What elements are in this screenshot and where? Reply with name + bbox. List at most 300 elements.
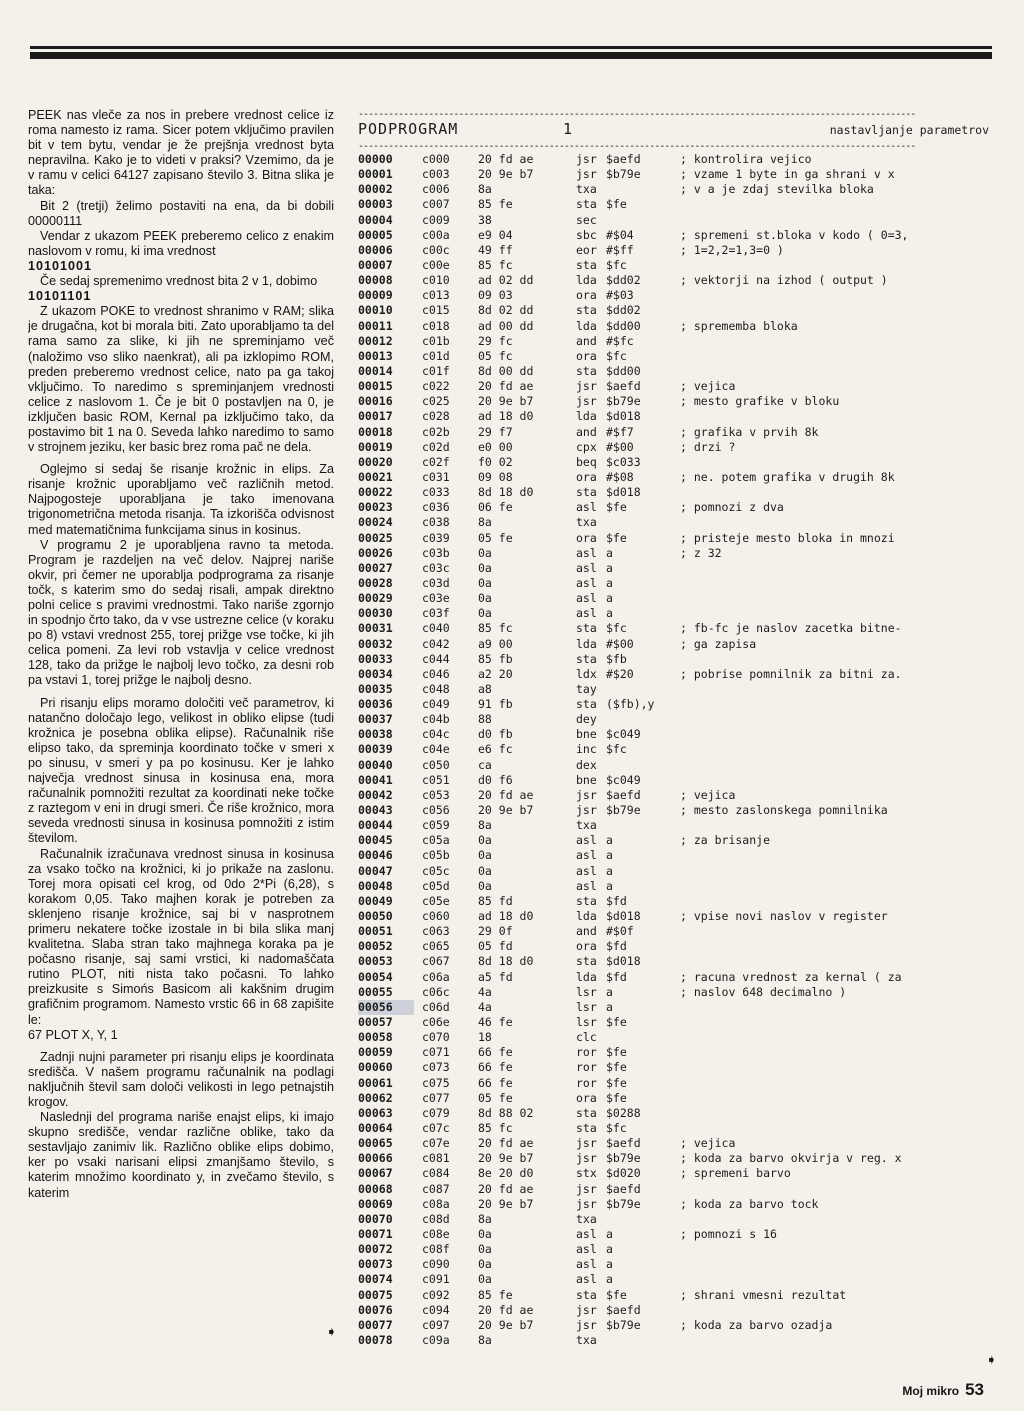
line-number: 00011 bbox=[358, 318, 393, 333]
address: c067 bbox=[422, 954, 450, 969]
hex-bytes: 0a bbox=[478, 848, 492, 863]
operand: $b79e bbox=[606, 394, 641, 409]
hex-bytes: 09 03 bbox=[478, 288, 513, 303]
address: c00e bbox=[422, 257, 450, 272]
hex-bytes: 20 9e b7 bbox=[478, 803, 534, 818]
listing-line bbox=[358, 515, 993, 530]
listing-line bbox=[358, 561, 993, 576]
hex-bytes: f0 02 bbox=[478, 454, 513, 469]
address: c06a bbox=[422, 969, 450, 984]
operand: $dd02 bbox=[606, 273, 641, 288]
hex-bytes: ad 18 d0 bbox=[478, 909, 534, 924]
mnemonic: lda bbox=[576, 409, 597, 424]
operand: a bbox=[606, 545, 613, 560]
hex-bytes: 20 9e b7 bbox=[478, 1196, 534, 1211]
mnemonic: asl bbox=[576, 863, 597, 878]
mnemonic: txa bbox=[576, 818, 597, 833]
hex-bytes: 05 fe bbox=[478, 530, 513, 545]
mnemonic: asl bbox=[576, 1242, 597, 1257]
line-number: 00062 bbox=[358, 1090, 393, 1105]
hex-bytes: 0a bbox=[478, 1272, 492, 1287]
line-number: 00015 bbox=[358, 379, 393, 394]
line-number: 00016 bbox=[358, 394, 393, 409]
hex-bytes: 49 ff bbox=[478, 242, 513, 257]
hex-bytes: 0a bbox=[478, 833, 492, 848]
address: c059 bbox=[422, 818, 450, 833]
mnemonic: inc bbox=[576, 742, 597, 757]
hex-bytes: a2 20 bbox=[478, 666, 513, 681]
mnemonic: ror bbox=[576, 1075, 597, 1090]
address: c01f bbox=[422, 363, 450, 378]
address: c00a bbox=[422, 227, 450, 242]
binary-value: 10101001 bbox=[28, 258, 93, 273]
operand: a bbox=[606, 560, 613, 575]
operand: $aefd bbox=[606, 787, 641, 802]
listing-title: PODPROGRAM bbox=[358, 120, 459, 138]
operand: $fe bbox=[606, 530, 627, 545]
line-number: 00051 bbox=[358, 924, 393, 939]
operand: $dd00 bbox=[606, 363, 641, 378]
listing-line bbox=[358, 1333, 993, 1348]
operand: $d018 bbox=[606, 409, 641, 424]
address: c05d bbox=[422, 878, 450, 893]
address: c015 bbox=[422, 303, 450, 318]
line-number: 00017 bbox=[358, 409, 393, 424]
address: c013 bbox=[422, 288, 450, 303]
operand: $fe bbox=[606, 1045, 627, 1060]
mnemonic: dey bbox=[576, 712, 597, 727]
address: c08e bbox=[422, 1226, 450, 1241]
article-paragraph: Naslednji del programa nariše enajst elips, ki imajo skupno središče, vendar različne oblike, tako da sestavljajo zanimiv lik. Različno oblike elips dobimo, ker po vsaki narisani elipsi zmanjšamo število, s katerim množimo koordinato y, in zvečamo število, s katerim bbox=[28, 1110, 334, 1200]
listing-line bbox=[358, 500, 993, 515]
address: c091 bbox=[422, 1272, 450, 1287]
line-number: 00070 bbox=[358, 1211, 393, 1226]
listing-line bbox=[358, 258, 993, 273]
hex-bytes: 8a bbox=[478, 818, 492, 833]
mnemonic: and bbox=[576, 424, 597, 439]
listing-number: 1 bbox=[563, 120, 573, 138]
address: c097 bbox=[422, 1317, 450, 1332]
listing-line bbox=[358, 425, 993, 440]
comment: ; vektorji na izhod ( output ) bbox=[680, 273, 888, 288]
mnemonic: asl bbox=[576, 591, 597, 606]
listing-line bbox=[358, 1060, 993, 1075]
listing-line bbox=[358, 697, 993, 712]
operand: a bbox=[606, 591, 613, 606]
hex-bytes: 20 fd ae bbox=[478, 1181, 534, 1196]
address: c04e bbox=[422, 742, 450, 757]
mnemonic: sta bbox=[576, 651, 597, 666]
mnemonic: sta bbox=[576, 621, 597, 636]
operand: $fb bbox=[606, 651, 627, 666]
listing-line bbox=[358, 197, 993, 212]
hex-bytes: d0 fb bbox=[478, 727, 513, 742]
line-number: 00030 bbox=[358, 606, 393, 621]
comment: ; pomnozi z dva bbox=[680, 500, 784, 515]
listing-line bbox=[358, 1182, 993, 1197]
hex-bytes: 0a bbox=[478, 863, 492, 878]
mnemonic: txa bbox=[576, 515, 597, 530]
line-number: 00064 bbox=[358, 1121, 393, 1135]
hex-bytes: 8d 02 dd bbox=[478, 303, 534, 318]
hex-bytes: 29 0f bbox=[478, 924, 513, 939]
comment: ; ne. potem grafika v drugih 8k bbox=[680, 469, 895, 484]
hex-bytes: 20 fd ae bbox=[478, 152, 534, 166]
mnemonic: jsr bbox=[576, 152, 597, 166]
operand: $fe bbox=[606, 500, 627, 515]
hex-bytes: 8a bbox=[478, 1211, 492, 1226]
mnemonic: sbc bbox=[576, 227, 597, 242]
address: c08a bbox=[422, 1196, 450, 1211]
hex-bytes: a9 00 bbox=[478, 636, 513, 651]
listing-line bbox=[358, 394, 993, 409]
comment: ; shrani vmesni rezultat bbox=[680, 1287, 847, 1302]
address: c05c bbox=[422, 863, 450, 878]
line-number: 00076 bbox=[358, 1302, 393, 1317]
mnemonic: jsr bbox=[576, 1181, 597, 1196]
operand: $fe bbox=[606, 197, 627, 212]
line-number: 00043 bbox=[358, 803, 393, 818]
address: c040 bbox=[422, 621, 450, 636]
comment: ; racuna vrednost za kernal ( za bbox=[680, 969, 902, 984]
line-number: 00054 bbox=[358, 969, 393, 984]
hex-bytes: e6 fc bbox=[478, 742, 513, 757]
listing-line bbox=[358, 1076, 993, 1091]
listing-line bbox=[358, 637, 993, 652]
magazine-name: Moj mikro bbox=[902, 1384, 960, 1398]
listing-line bbox=[358, 334, 993, 349]
hex-bytes: 8d 88 02 bbox=[478, 1105, 534, 1120]
mnemonic: lsr bbox=[576, 999, 597, 1014]
listing-line bbox=[358, 803, 993, 818]
mnemonic: sta bbox=[576, 954, 597, 969]
listing-line bbox=[358, 1318, 993, 1333]
hex-bytes: e0 00 bbox=[478, 439, 513, 454]
hex-bytes: 0a bbox=[478, 575, 492, 590]
hex-bytes: 8a bbox=[478, 1332, 492, 1347]
listing-line bbox=[358, 924, 993, 939]
hex-bytes: 66 fe bbox=[478, 1045, 513, 1060]
operand: $fc bbox=[606, 348, 627, 363]
mnemonic: jsr bbox=[576, 1317, 597, 1332]
page-footer bbox=[902, 1380, 984, 1400]
listing-line bbox=[358, 379, 993, 394]
listing-line bbox=[358, 773, 993, 788]
address: c02f bbox=[422, 454, 450, 469]
continue-arrow-icon: ➧ bbox=[986, 1352, 997, 1367]
address: c006 bbox=[422, 182, 450, 197]
address: c028 bbox=[422, 409, 450, 424]
line-number: 00038 bbox=[358, 727, 393, 742]
address: c01b bbox=[422, 333, 450, 348]
address: c000 bbox=[422, 152, 450, 166]
comment: ; sprememba bloka bbox=[680, 318, 798, 333]
hex-bytes: 0a bbox=[478, 606, 492, 621]
address: c084 bbox=[422, 1166, 450, 1181]
listing-line bbox=[358, 712, 993, 727]
operand: a bbox=[606, 999, 613, 1014]
line-number: 00071 bbox=[358, 1226, 393, 1241]
comment: ; vpise novi naslov v register bbox=[680, 909, 888, 924]
listing-line bbox=[358, 1136, 993, 1151]
comment: ; vejica bbox=[680, 379, 736, 394]
mnemonic: txa bbox=[576, 182, 597, 197]
line-number: 00065 bbox=[358, 1136, 393, 1151]
hex-bytes: 29 fc bbox=[478, 333, 513, 348]
mnemonic: asl bbox=[576, 606, 597, 621]
top-rule-thin bbox=[30, 46, 992, 49]
article-paragraph: Bit 2 (tretji) želimo postaviti na ena, da bi dobili 00000111 bbox=[28, 198, 334, 228]
listing-line bbox=[358, 1257, 993, 1272]
line-number: 00029 bbox=[358, 591, 393, 606]
line-number: 00072 bbox=[358, 1242, 393, 1257]
line-number: 00006 bbox=[358, 242, 393, 257]
mnemonic: sta bbox=[576, 1105, 597, 1120]
line-number: 00049 bbox=[358, 893, 393, 908]
line-number: 00028 bbox=[358, 575, 393, 590]
address: c01d bbox=[422, 348, 450, 363]
hex-bytes: 0a bbox=[478, 1257, 492, 1272]
line-number: 00060 bbox=[358, 1060, 393, 1075]
hex-bytes: 8a bbox=[478, 182, 492, 197]
mnemonic: asl bbox=[576, 848, 597, 863]
operand: #$04 bbox=[606, 227, 634, 242]
hex-bytes: 20 9e b7 bbox=[478, 167, 534, 182]
line-number: 00010 bbox=[358, 303, 393, 318]
listing-line bbox=[358, 485, 993, 500]
mnemonic: stx bbox=[576, 1166, 597, 1181]
comment: ; v a je zdaj stevilka bloka bbox=[680, 182, 874, 197]
listing-header-dashes: --------------------------------------------------------------------------------------------------------------- bbox=[358, 142, 916, 152]
line-number: 00077 bbox=[358, 1317, 393, 1332]
mnemonic: jsr bbox=[576, 1196, 597, 1211]
mnemonic: dex bbox=[576, 757, 597, 772]
address: c070 bbox=[422, 1030, 450, 1045]
mnemonic: ora bbox=[576, 348, 597, 363]
operand: $fe bbox=[606, 1060, 627, 1075]
operand: #$fc bbox=[606, 333, 634, 348]
address: c03b bbox=[422, 545, 450, 560]
article-paragraph: Zadnji nujni parameter pri risanju elips je koordinata središča. V našem programu računalnik na podlagi naključnih števil sam določi velikosti in lego petnajstih krogov. bbox=[28, 1049, 334, 1109]
address: c03f bbox=[422, 606, 450, 621]
address: c08f bbox=[422, 1242, 450, 1257]
address: c081 bbox=[422, 1151, 450, 1166]
line-number: 00059 bbox=[358, 1045, 393, 1060]
operand: $aefd bbox=[606, 1302, 641, 1317]
address: c03d bbox=[422, 575, 450, 590]
listing-line bbox=[358, 1045, 993, 1060]
mnemonic: asl bbox=[576, 1257, 597, 1272]
listing-line bbox=[358, 758, 993, 773]
comment: ; pobrise pomnilnik za bitni za. bbox=[680, 666, 902, 681]
address: c049 bbox=[422, 697, 450, 712]
listing-line bbox=[358, 531, 993, 546]
line-number: 00014 bbox=[358, 363, 393, 378]
hex-bytes: 0a bbox=[478, 560, 492, 575]
operand: a bbox=[606, 1257, 613, 1272]
address: c090 bbox=[422, 1257, 450, 1272]
listing-line bbox=[358, 288, 993, 303]
article-paragraph: Z ukazom POKE to vrednost shranimo v RAM; slika je drugačna, kot bi morala biti. Zato uporabljamo ta del rama samo za slike, ki jih ne spreminjamo več (naložimo vso sliko naenkrat), ali pa izklopimo ROM, preden preberemo vrednost celice, nato pa ga takoj vključimo. To naredimo s spreminjanjem vrednosti celice z naslovom 1. Če je bit 0 postavljen na 0, je izključen basic ROM, Kernal pa izključimo tako, da postavimo bit 1 na 0. Seveda lahko naredimo to samo v strojnem jeziku, ker basic brez roma pač ne dela. bbox=[28, 304, 334, 455]
listing-line bbox=[358, 909, 993, 924]
listing-line bbox=[358, 243, 993, 258]
mnemonic: clc bbox=[576, 1030, 597, 1045]
line-number: 00074 bbox=[358, 1272, 393, 1287]
operand: #$00 bbox=[606, 439, 634, 454]
article-paragraph: Računalnik izračunava vrednost sinusa in kosinusa za vsako točko na krožnici, ki jo prikaže na zaslonu. Torej mora opisati cel krog, od 0do 2*Pi (6,28), s korakom 0,05. Tako majhen korak je potreben za sklenjeno risanje krožnice, saj bi v nasprotnem primeru nekatere točke izostale in bi bila slika manj kvalitetna. Slaba stran tako majhnega koraka pa je počasno risanje, saj sami vrstici, ki nadomaščata rutino PLOT, niti nista tako počasni. To lahko preizkusite s Simońs Basicom ali kakšnim drugim grafičnim programom. Namesto vrstic 66 in 68 zapišite le: bbox=[28, 846, 334, 1027]
article-paragraph: PEEK nas vleče za nos in prebere vrednost celice iz roma namesto iz rama. Sicer potem vključimo pravilen bit v tem bytu, vendar je že prejšnja vrednost byta nepravilna. Kako je to videti v praksi? Vzemimo, da je v ramu v celici 64127 zapisano število 3. Bitna slika je taka: bbox=[28, 108, 334, 198]
line-number: 00013 bbox=[358, 348, 393, 363]
mnemonic: asl bbox=[576, 1272, 597, 1287]
line-number: 00025 bbox=[358, 530, 393, 545]
listing-line bbox=[358, 319, 993, 334]
address: c08d bbox=[422, 1211, 450, 1226]
hex-bytes: 0a bbox=[478, 1226, 492, 1241]
operand: a bbox=[606, 1242, 613, 1257]
listing-line bbox=[358, 440, 993, 455]
listing-line bbox=[358, 167, 993, 182]
address: c071 bbox=[422, 1045, 450, 1060]
listing-line bbox=[358, 409, 993, 424]
line-number: 00008 bbox=[358, 273, 393, 288]
listing-line bbox=[358, 818, 993, 833]
address: c02d bbox=[422, 439, 450, 454]
comment: ; vejica bbox=[680, 1136, 736, 1151]
listing-line bbox=[358, 939, 993, 954]
mnemonic: lsr bbox=[576, 1015, 597, 1030]
operand: $fe bbox=[606, 1287, 627, 1302]
comment: ; za brisanje bbox=[680, 833, 771, 848]
line-number: 00069 bbox=[358, 1196, 393, 1211]
hex-bytes: a5 fd bbox=[478, 969, 513, 984]
hex-bytes: d0 f6 bbox=[478, 772, 513, 787]
line-number: 00027 bbox=[358, 560, 393, 575]
address: c075 bbox=[422, 1075, 450, 1090]
listing-line bbox=[358, 727, 993, 742]
operand: $fd bbox=[606, 939, 627, 954]
comment: ; spremeni barvo bbox=[680, 1166, 791, 1181]
mnemonic: ora bbox=[576, 469, 597, 484]
hex-bytes: 20 9e b7 bbox=[478, 1317, 534, 1332]
hex-bytes: 20 9e b7 bbox=[478, 394, 534, 409]
hex-bytes: 29 f7 bbox=[478, 424, 513, 439]
address: c050 bbox=[422, 757, 450, 772]
mnemonic: beq bbox=[576, 454, 597, 469]
listing-line bbox=[358, 364, 993, 379]
article-paragraph: Če sedaj spremenimo vrednost bita 2 v 1, dobimo bbox=[40, 274, 318, 289]
operand: $c049 bbox=[606, 772, 641, 787]
address: c03c bbox=[422, 560, 450, 575]
mnemonic: lda bbox=[576, 909, 597, 924]
operand: a bbox=[606, 848, 613, 863]
hex-bytes: 0a bbox=[478, 878, 492, 893]
operand: #$00 bbox=[606, 636, 634, 651]
line-number: 00005 bbox=[358, 227, 393, 242]
mnemonic: jsr bbox=[576, 167, 597, 182]
mnemonic: ora bbox=[576, 288, 597, 303]
hex-bytes: 88 bbox=[478, 712, 492, 727]
hex-bytes: 20 9e b7 bbox=[478, 1151, 534, 1166]
operand: $fe bbox=[606, 1015, 627, 1030]
operand: $fc bbox=[606, 257, 627, 272]
hex-bytes: 05 fe bbox=[478, 1090, 513, 1105]
line-number: 00041 bbox=[358, 772, 393, 787]
address: c073 bbox=[422, 1060, 450, 1075]
line-number: 00061 bbox=[358, 1075, 393, 1090]
line-number: 00018 bbox=[358, 424, 393, 439]
operand: $fc bbox=[606, 621, 627, 636]
line-number: 00042 bbox=[358, 787, 393, 802]
mnemonic: asl bbox=[576, 833, 597, 848]
mnemonic: asl bbox=[576, 545, 597, 560]
comment: ; koda za barvo ozadja bbox=[680, 1317, 833, 1332]
address: c063 bbox=[422, 924, 450, 939]
operand: $aefd bbox=[606, 152, 641, 166]
operand: $c033 bbox=[606, 454, 641, 469]
article-paragraph: 67 PLOT X, Y, 1 bbox=[28, 1027, 118, 1042]
comment: ; spremeni st.bloka v kodo ( 0=3, bbox=[680, 227, 909, 242]
operand: a bbox=[606, 863, 613, 878]
mnemonic: and bbox=[576, 333, 597, 348]
address: c079 bbox=[422, 1105, 450, 1120]
listing-line bbox=[358, 682, 993, 697]
listing-line bbox=[358, 833, 993, 848]
address: c00c bbox=[422, 242, 450, 257]
operand: $aefd bbox=[606, 1181, 641, 1196]
mnemonic: ror bbox=[576, 1060, 597, 1075]
line-number: 00053 bbox=[358, 954, 393, 969]
address: c02b bbox=[422, 424, 450, 439]
listing-line bbox=[358, 1197, 993, 1212]
hex-bytes: 91 fb bbox=[478, 697, 513, 712]
mnemonic: asl bbox=[576, 500, 597, 515]
top-rule-thick bbox=[30, 52, 992, 59]
mnemonic: jsr bbox=[576, 379, 597, 394]
line-number: 00066 bbox=[358, 1151, 393, 1166]
line-number: 00033 bbox=[358, 651, 393, 666]
address: c048 bbox=[422, 681, 450, 696]
mnemonic: lda bbox=[576, 318, 597, 333]
mnemonic: bne bbox=[576, 727, 597, 742]
hex-bytes: 85 fc bbox=[478, 257, 513, 272]
hex-bytes: 0a bbox=[478, 1242, 492, 1257]
operand: a bbox=[606, 606, 613, 621]
hex-bytes: a8 bbox=[478, 681, 492, 696]
line-number: 00032 bbox=[358, 636, 393, 651]
listing-subtitle: nastavljanje parametrov bbox=[829, 123, 989, 137]
hex-bytes: 85 fc bbox=[478, 1121, 513, 1135]
line-number: 00056 bbox=[358, 1000, 414, 1015]
comment: ; vejica bbox=[680, 787, 736, 802]
address: c051 bbox=[422, 772, 450, 787]
hex-bytes: 85 fb bbox=[478, 651, 513, 666]
line-number: 00037 bbox=[358, 712, 393, 727]
line-number: 00009 bbox=[358, 288, 393, 303]
hex-bytes: 38 bbox=[478, 212, 492, 227]
listing-line bbox=[358, 1288, 993, 1303]
listing-line bbox=[358, 1000, 993, 1015]
listing-line bbox=[358, 303, 993, 318]
hex-bytes: 85 fe bbox=[478, 197, 513, 212]
listing-line bbox=[358, 894, 993, 909]
listing-line bbox=[358, 848, 993, 863]
address: c010 bbox=[422, 273, 450, 288]
listing-line bbox=[358, 1151, 993, 1166]
listing-line bbox=[358, 1303, 993, 1318]
mnemonic: sta bbox=[576, 1121, 597, 1135]
comment: ; vzame 1 byte in ga shrani v x bbox=[680, 167, 895, 182]
listing-line bbox=[358, 576, 993, 591]
